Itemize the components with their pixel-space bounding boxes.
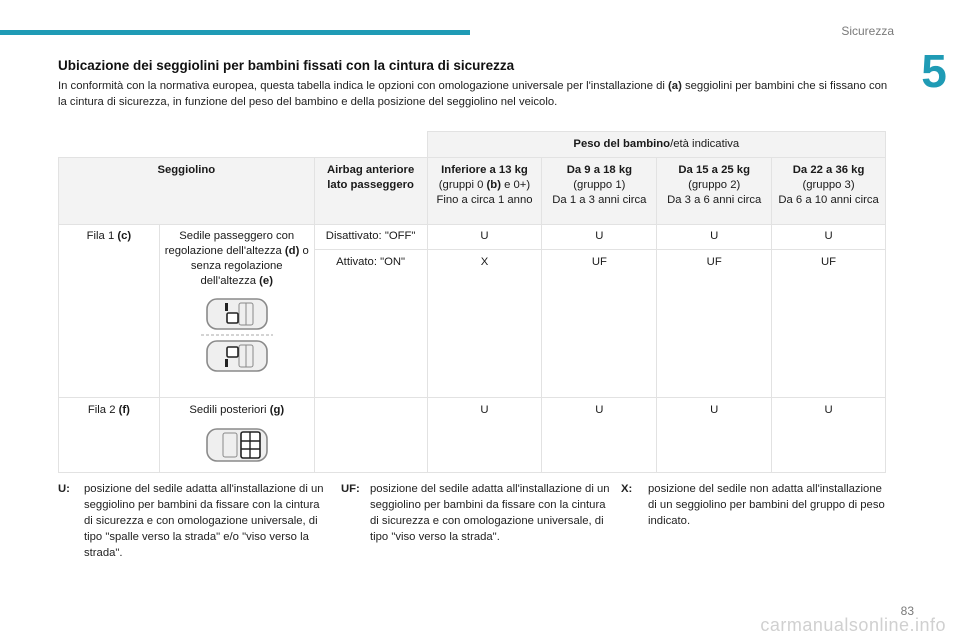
row1-on-value-0: X xyxy=(427,250,542,398)
row2-seat: Sedili posteriori (g) xyxy=(159,398,314,473)
child-seat-table xyxy=(58,131,886,473)
header-group-3: Da 22 a 36 kg (gruppo 3) Da 6 a 10 anni circa xyxy=(772,158,886,225)
row2-airbag-empty xyxy=(314,398,427,473)
row1-on-value-1: UF xyxy=(542,250,657,398)
row2-value-0: U xyxy=(427,398,542,473)
row1-off-value-0: U xyxy=(427,225,542,250)
intro-paragraph xyxy=(58,78,888,110)
legend-key: U: xyxy=(58,483,70,495)
row1-label: Fila 1 (c) xyxy=(59,225,160,398)
row1-on-value-2: UF xyxy=(657,250,772,398)
row2-value-2: U xyxy=(657,398,772,473)
watermark: carmanualsonline.info xyxy=(760,615,946,635)
row1-off-value-1: U xyxy=(542,225,657,250)
legend-text: posizione del sedile adatta all'installazione di un seggiolino per bambini da fissare con la cintura di sicurezza e con omologazione universale, di tipo "viso verso la strada". xyxy=(370,483,610,543)
header-group-2: Da 15 a 25 kg (gruppo 2) Da 3 a 6 anni circa xyxy=(657,158,772,225)
row2-value-3: U xyxy=(772,398,886,473)
row1-on-value-3: UF xyxy=(772,250,886,398)
row2-value-1: U xyxy=(542,398,657,473)
section-title: Sicurezza xyxy=(841,24,894,38)
header-airbag: Airbag anteriore lato passeggero xyxy=(314,158,427,225)
row1-seat: Sedile passeggero con regolazione dell'altezza (d) o senza regolazione dell'altezza (e) xyxy=(159,225,314,398)
page-heading: Ubicazione dei seggiolini per bambini fissati con la cintura di sicurezza xyxy=(58,58,515,73)
row2-label: Fila 2 (f) xyxy=(59,398,160,473)
row1-airbag-off: Disattivato: "OFF" xyxy=(314,225,427,250)
header-group-0: Inferiore a 13 kg (gruppi 0 (b) e 0+) Fino a circa 1 anno xyxy=(427,158,542,225)
legend-text: posizione del sedile adatta all'installazione di un seggiolino per bambini da fissare con la cintura di sicurezza e con omologazione universale, di tipo "spalle verso la strada" e/o "viso verso la strada". xyxy=(84,483,324,559)
row1-off-value-2: U xyxy=(657,225,772,250)
weight-header: Peso del bambino/età indicativa xyxy=(427,132,885,158)
row1-airbag-on: Attivato: "ON" xyxy=(314,250,427,398)
header-group-1: Da 9 a 18 kg (gruppo 1) Da 1 a 3 anni circa xyxy=(542,158,657,225)
front-passenger-seat-diagram-icon xyxy=(201,297,273,373)
page-number: 83 xyxy=(900,604,914,618)
legend-text: posizione del sedile non adatta all'installazione di un seggiolino per bambini del gruppo di peso indicato. xyxy=(648,483,885,527)
rear-seats-diagram-icon xyxy=(201,426,273,464)
header-seat: Seggiolino xyxy=(59,158,315,225)
legend-key: X: xyxy=(621,483,633,495)
table-row xyxy=(59,225,886,250)
legend-key: UF: xyxy=(341,483,360,495)
accent-bar xyxy=(0,30,470,35)
table-header-row xyxy=(59,158,886,225)
table-header-weight-row xyxy=(59,132,886,158)
intro-text-2: seggiolini per bambini che si fissano con la cintura di sicurezza, in funzione del peso del bambino e della posizione del seggiolino nel veicolo. xyxy=(58,80,888,108)
intro-text-1: In conformità con la normativa europea, questa tabella indica le opzioni con omologazione universale per l'installazione di xyxy=(58,80,669,92)
table-row xyxy=(59,398,886,473)
row1-off-value-3: U xyxy=(772,225,886,250)
intro-ref: (a) xyxy=(668,80,682,92)
chapter-number: 5 xyxy=(908,42,960,100)
